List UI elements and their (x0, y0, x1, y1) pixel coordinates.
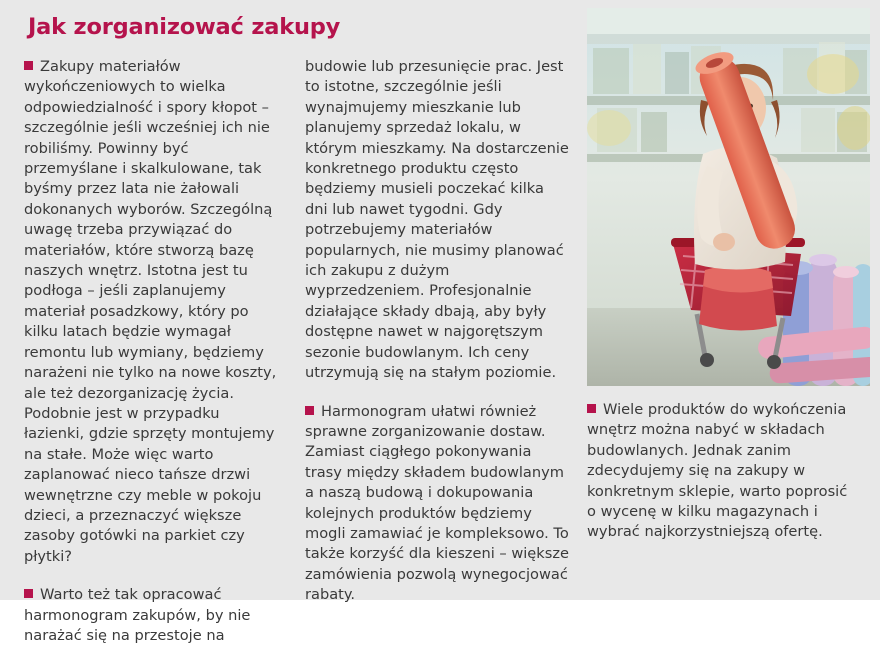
paragraph (24, 585, 284, 646)
paragraph (587, 400, 849, 543)
paragraph (305, 402, 570, 606)
text-column-middle (305, 57, 570, 606)
photo-woman-with-rolls-in-store (587, 8, 870, 386)
text-column-left (24, 57, 284, 646)
paragraph (305, 57, 570, 384)
paragraph-text: Wiele produktów do wykończenia wnętrz można nabyć w składach budowlanych. Jednak zanim zdecydujemy się na zakupy w konkretnym sklepie, warto poprosić o wycenę w kilku magazynach i wybrać najkorzystniejszą ofertę. (587, 401, 848, 541)
page-title: Jak zorganizować zakupy (28, 14, 341, 40)
bullet-square-icon (24, 61, 33, 70)
bullet-square-icon (305, 406, 314, 415)
bullet-square-icon (587, 404, 596, 413)
bullet-square-icon (24, 589, 33, 598)
paragraph-text: Harmonogram ułatwi również sprawne zorganizowanie dostaw. Zamiast ciągłego pokonywania trasy między składem budowlanym a naszą budową i dokupowania kolejnych produktów będziemy mogli zamawiać je kompleksowo. To także korzyść dla kieszeni – większe zamówienia pozwolą wynegocjować rabaty. (305, 402, 569, 604)
text-column-right (587, 400, 849, 543)
paragraph-text: Warto też tak opracować harmonogram zakupów, by nie narażać się na przestoje na (24, 586, 251, 644)
paragraph-text: budowie lub przesunięcie prac. Jest to istotne, szczególnie jeśli wynajmujemy mieszkanie lub planujemy sprzedaż lokalu, w którym mieszkamy. Na dostarczenie konkretnego produktu często będziemy musieli poczekać kilka dni lub nawet tygodni. Gdy potrzebujemy materiałów popularnych, nie musimy planować ich zakupu z dużym wyprzedzeniem. Profesjonalnie działające składy dbają, aby były dostępne nawet w najgorętszym sezonie budowlanym. Ich ceny utrzymują się na stałym poziomie. (305, 58, 569, 382)
paragraph (24, 57, 284, 567)
paragraph-text: Zakupy materiałów wykończeniowych to wielka odpowiedzialność i spory kłopot – szczególnie jeśli wcześniej ich nie robiliśmy. Powinny być przemyślane i skalkulowane, tak byśmy przez lata nie żałowali dokonanych wyborów. Szczególną uwagę trzeba przywiązać do materiałów, które stworzą bazę naszych wnętrz. Istotna jest tu podłoga – jeśli zaplanujemy materiał posadzkowy, który po kilku latach będzie wymagał remontu lub wymiany, będziemy narażeni nie tylko na nowe koszty, ale też dezorganizację życia. Podobnie jest w przypadku łazienki, gdzie sprzęty montujemy na stałe. Może więc warto zaplanować nieco tańsze drzwi wewnętrzne czy meble w pokoju dzieci, a przeznaczyć większe zasoby gotówki na parkiet czy płytki? (24, 58, 277, 565)
